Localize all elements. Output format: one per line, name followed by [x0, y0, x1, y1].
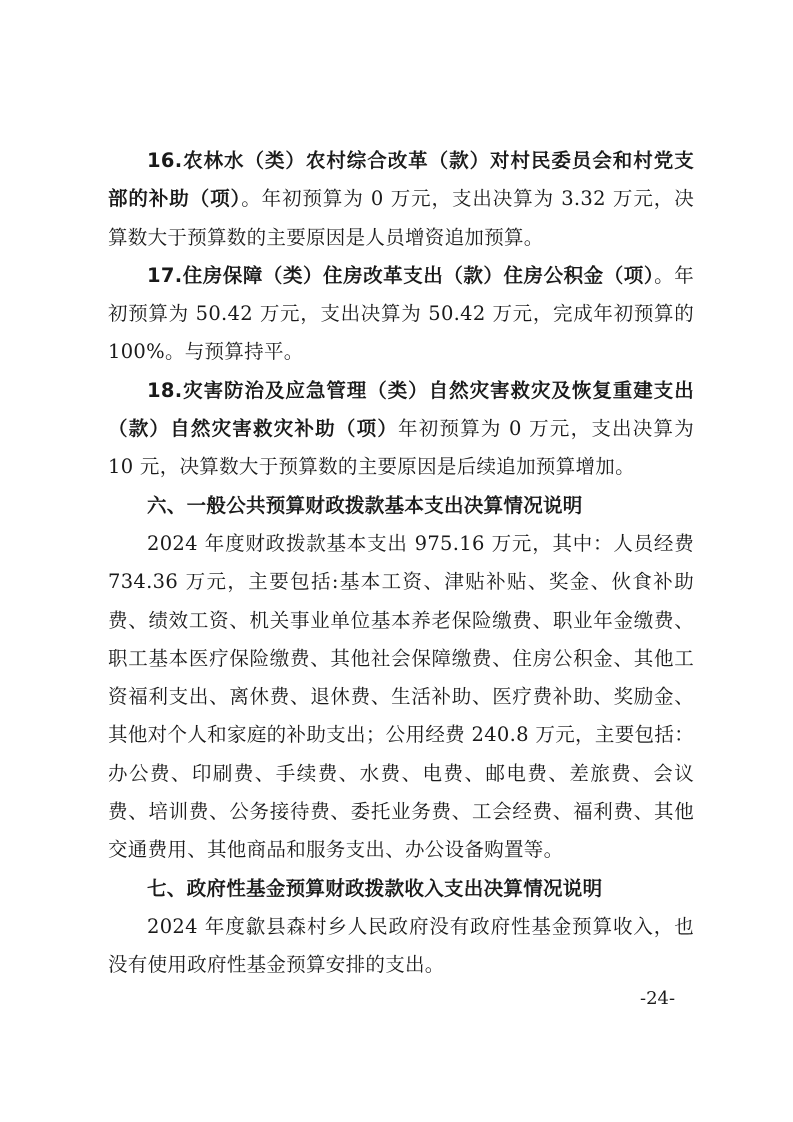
item-17-title: 17.住房保障（类）住房改革支出（款）住房公积金（项） — [147, 263, 655, 287]
item-18-text: 年初预算为 0 万元，支出决算为 10 元，决算数大于预算数的主要原因是后续追加预算增加。 — [108, 417, 694, 479]
item-17-text: 。年初预算为 50.42 万元，支出决算为 50.42 万元，完成年初预算的 100%。与预算持平。 — [108, 263, 694, 364]
section-6-body: 2024 年度财政拨款基本支出 975.16 万元，其中：人员经费 734.36 万元，主要包括:基本工资、津贴补贴、奖金、伙食补助费、绩效工资、机关事业单位基本养老保险缴费、职业年金缴费、职工基本医疗保险缴费、其他社会保障缴费、住房公积金、其他工资福利支出、离休费、退休费、生活补助、医疗费补助、奖励金、其他对个人和家庭的补助支出；公用经费 240.8 万元，主要包括：办公费、印刷费、手续费、水费、电费、邮电费、差旅费、会议费、培训费、公务接待费、委托业务费、工会经费、福利费、其他交通费用、其他商品和服务支出、办公设备购置等。 — [108, 531, 694, 862]
section-6-heading: 六、一般公共预算财政拨款基本支出决算情况说明 — [147, 493, 583, 517]
item-16-paragraph — [108, 142, 694, 257]
item-16-text: 。年初预算为 0 万元，支出决算为 3.32 万元，决算数大于预算数的主要原因是人员增资追加预算。 — [108, 187, 695, 249]
item-18-title: 18.灾害防治及应急管理（类）自然灾害救灾及恢复重建支出（款）自然灾害救灾补助（项） — [108, 378, 694, 441]
item-16-title: 16.农林水（类）农村综合改革（款）对村民委员会和村党支部的补助（项） — [108, 149, 694, 211]
page-number: -24- — [640, 988, 676, 1009]
document-body — [108, 142, 694, 985]
section-7-heading: 七、政府性基金预算财政拨款收入支出决算情况说明 — [147, 876, 603, 900]
section-7-body: 2024 年度歙县森村乡人民政府没有政府性基金预算收入，也没有使用政府性基金预算安排的支出。 — [108, 914, 694, 977]
item-18-paragraph — [108, 372, 694, 487]
item-17-paragraph — [108, 257, 694, 372]
